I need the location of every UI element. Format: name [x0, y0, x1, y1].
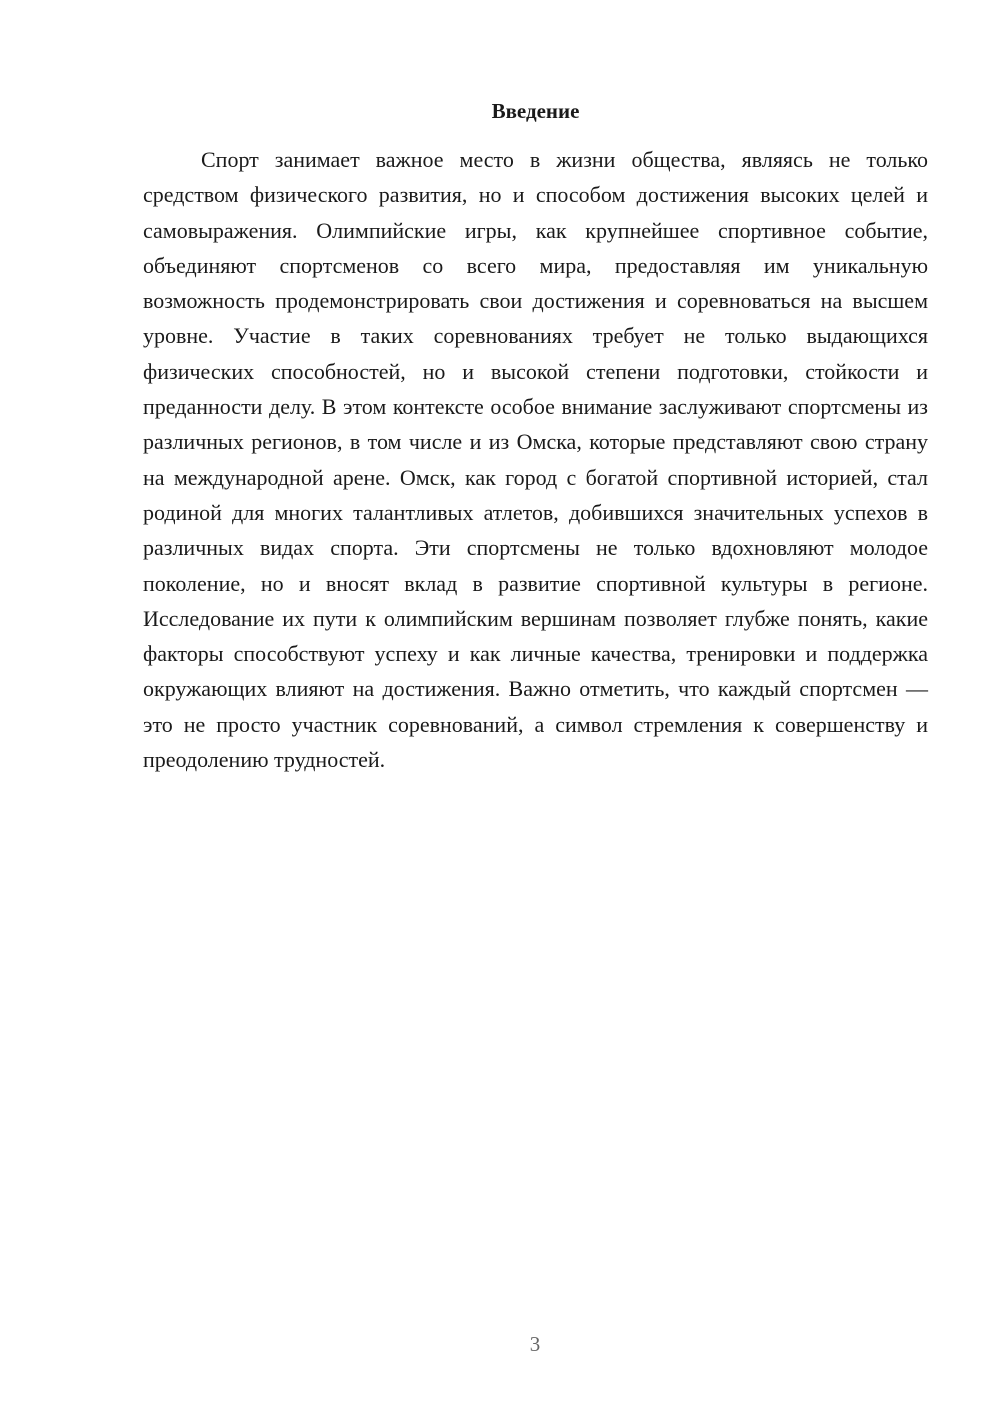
section-title: Введение: [491, 99, 580, 123]
page-number: 3: [529, 1332, 541, 1356]
body-paragraph: Спорт занимает важное место в жизни общества, являясь не только средством физического развития, но и способом достижения высоких целей и самовыражения. Олимпийские игры, как крупнейшее спортивное событие, объединяют спортсменов со всего мира, предоставляя им уникальную возможность продемонстрировать свои достижения и соревноваться на высшем уровне. Участие в таких соревнованиях требует не только выдающихся физических способностей, но и высокой степени подготовки, стойкости и преданности делу. В этом контексте особое внимание заслуживают спортсмены из различных регионов, в том числе и из Омска, которые представляют свою страну на международной арене. Омск, как город с богатой спортивной историей, стал родиной для многих талантливых атлетов, добившихся значительных успехов в различных видах спорта. Эти спортсмены не только вдохновляют молодое поколение, но и вносят вклад в развитие спортивной культуры в регионе. Исследование их пути к олимпийским вершинам позволяет глубже понять, какие факторы способствуют успеху и как личные качества, тренировки и поддержка окружающих влияют на достижения. Важно отметить, что каждый спортсмен — это не просто участник соревнований, а символ стремления к совершенству и преодолению трудностей.: [143, 147, 928, 773]
